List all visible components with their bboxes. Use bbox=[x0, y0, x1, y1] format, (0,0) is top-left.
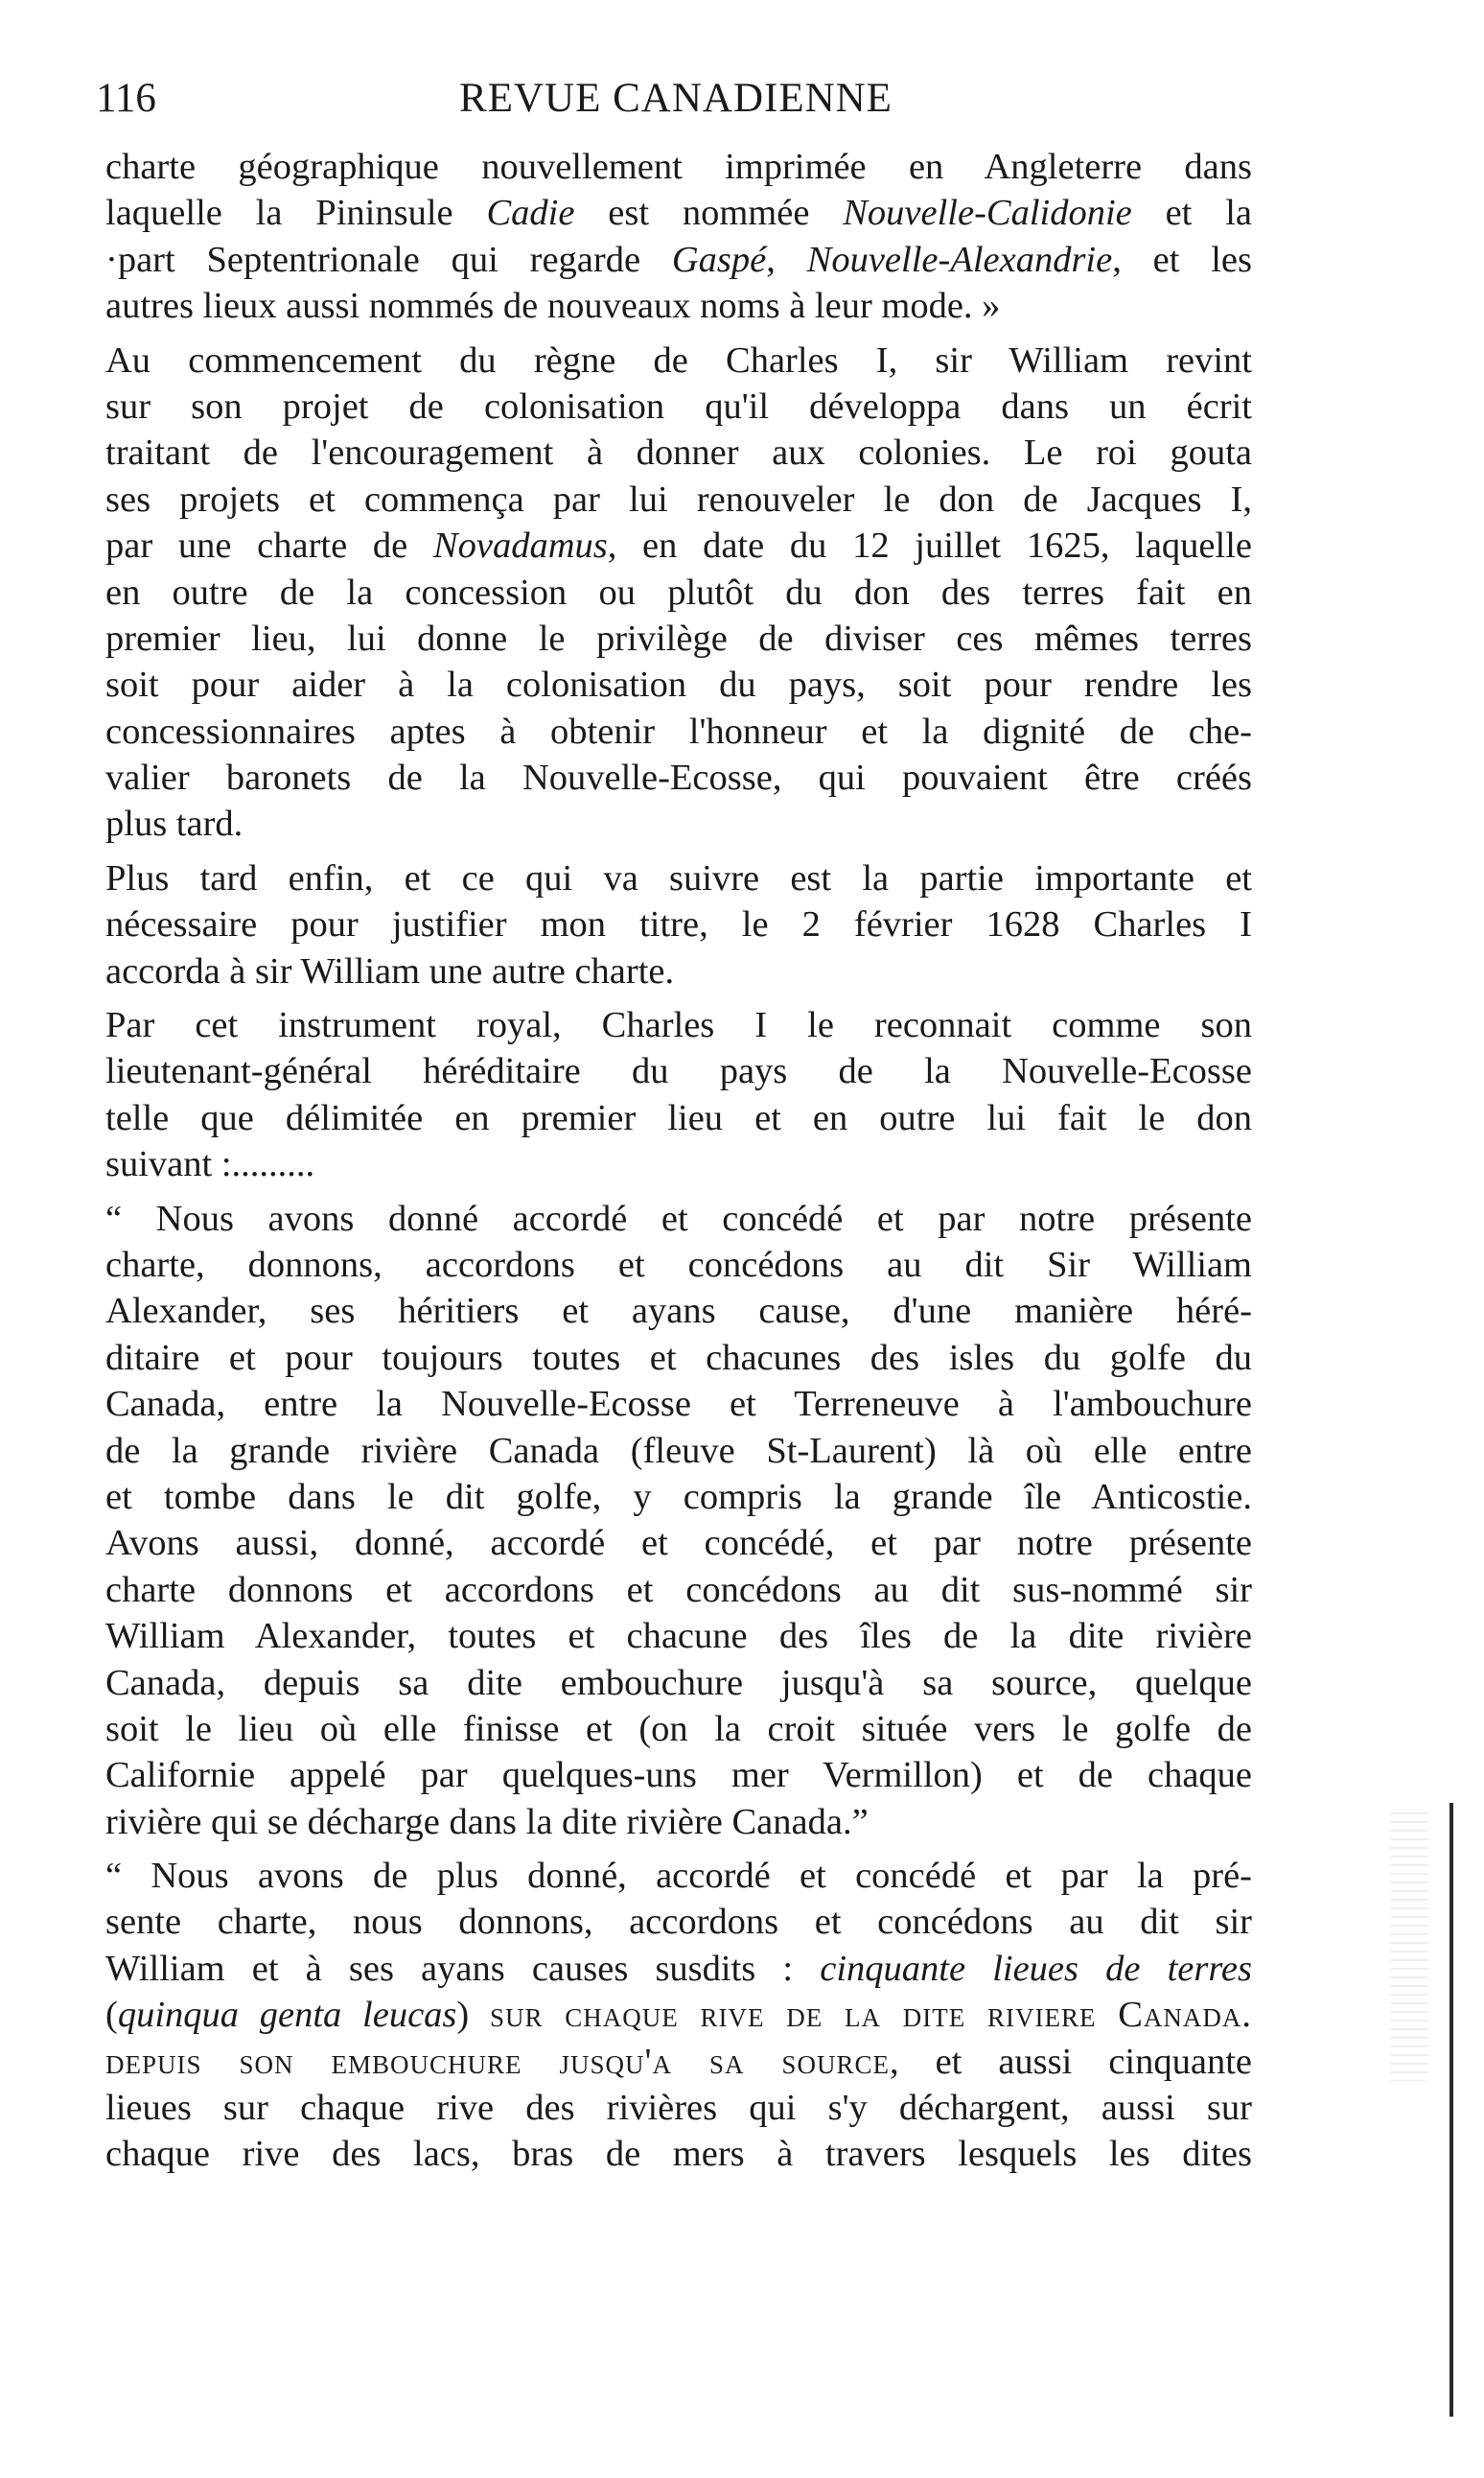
text-line: traitant de l'encouragement à donner aux colonies. Le roi gouta bbox=[105, 432, 1252, 474]
text-line: charte géographique nouvellement imprimée en Angleterre dans bbox=[105, 147, 1252, 187]
paragraph-gap bbox=[105, 848, 1252, 855]
text-line: William Alexander, toutes et chacune des îles de la dite rivière bbox=[105, 1616, 1252, 1657]
text-line: sente charte, nous donnons, accordons et concédons au dit sir bbox=[105, 1902, 1252, 1943]
text-line: Avons aussi, donné, accordé et concédé, et par notre présente bbox=[105, 1523, 1252, 1564]
running-title: REVUE CANADIENNE bbox=[459, 76, 893, 121]
text-line: Canada, depuis sa dite embouchure jusqu'à sa source, quelque bbox=[105, 1662, 1252, 1703]
text-line: telle que délimitée en premier lieu et en outre lui fait le don bbox=[105, 1097, 1252, 1138]
text-line: plus tard. bbox=[105, 804, 243, 845]
text-line: chaque rive des lacs, bras de mers à travers lesquels les dites bbox=[105, 2134, 1252, 2175]
page-header bbox=[96, 75, 1256, 129]
text-line: suivant :......... bbox=[105, 1144, 315, 1185]
text-line: ·part Septentrionale qui regarde Gaspé, Nouvelle-Alexandrie, et les bbox=[105, 239, 1252, 280]
text-line: Au commencement du règne de Charles I, sir William revint bbox=[105, 339, 1252, 381]
text-line: (quinqua genta leucas) sur chaque rive de la dite riviere Canada. bbox=[105, 1995, 1252, 2036]
text-line: Par cet instrument royal, Charles I le reconnait comme son bbox=[105, 1005, 1252, 1046]
scan-artifact bbox=[1390, 1812, 1428, 2081]
italic-term: Cadie bbox=[486, 193, 575, 234]
paragraph-gap bbox=[105, 1845, 1252, 1853]
text-line: Californie appelé par quelques-uns mer Vermillon) et de chaque bbox=[105, 1755, 1252, 1796]
body-text bbox=[105, 144, 1252, 2178]
text-line: Plus tard enfin, et ce qui va suivre est la partie importante et bbox=[105, 857, 1252, 899]
text-line: depuis son embouchure jusqu'a sa source, et aussi cinquante bbox=[105, 2041, 1252, 2082]
text-line: ses projets et commença par lui renouveler le don de Jacques I, bbox=[105, 479, 1252, 520]
small-caps-phrase: sur chaque rive de la dite riviere Canada. bbox=[490, 1995, 1252, 2036]
small-caps-phrase: depuis son embouchure jusqu'a sa source bbox=[105, 2041, 890, 2082]
italic-term: Gaspé bbox=[671, 239, 767, 280]
text-line: ditaire et pour toujours toutes et chacunes des isles du golfe du bbox=[105, 1337, 1252, 1378]
text-line: charte, donnons, accordons et concédons au dit Sir William bbox=[105, 1244, 1252, 1285]
italic-term: Novadamus bbox=[432, 526, 608, 567]
italic-term: quinqua genta leucas bbox=[117, 1995, 457, 2036]
paragraph-gap bbox=[105, 1188, 1252, 1196]
text-line: soit le lieu où elle finisse et (on la croit située vers le golfe de bbox=[105, 1708, 1252, 1749]
text-line: concessionnaires aptes à obtenir l'honneur et la dignité de che- bbox=[105, 711, 1252, 752]
paragraph-gap bbox=[105, 330, 1252, 338]
text-line: en outre de la concession ou plutôt du don des terres fait en bbox=[105, 572, 1252, 613]
text-line: par une charte de Novadamus, en date du 12 juillet 1625, laquelle bbox=[105, 526, 1252, 567]
text-line: et tombe dans le dit golfe, y compris la grande île Anticostie. bbox=[105, 1476, 1252, 1517]
text-line: William et à ses ayans causes susdits : cinquante lieues de terres bbox=[105, 1948, 1252, 1989]
page-number: 116 bbox=[96, 76, 156, 121]
text-line: Alexander, ses héritiers et ayans cause, d'une manière héré- bbox=[105, 1291, 1252, 1332]
text-line: lieues sur chaque rive des rivières qui s'y déchargent, aussi sur bbox=[105, 2088, 1252, 2129]
text-line: nécessaire pour justifier mon titre, le 2 février 1628 Charles I bbox=[105, 904, 1252, 946]
text-line: autres lieux aussi nommés de nouveaux noms à leur mode. » bbox=[105, 286, 1001, 327]
text-line: soit pour aider à la colonisation du pays, soit pour rendre les bbox=[105, 665, 1252, 706]
page-edge-shadow bbox=[1449, 1803, 1453, 2417]
text-line: lieutenant-général héréditaire du pays de la Nouvelle-Ecosse bbox=[105, 1051, 1252, 1092]
text-line: de la grande rivière Canada (fleuve St-Laurent) là où elle entre bbox=[105, 1430, 1252, 1471]
text-line: “ Nous avons donné accordé et concédé et par notre présente bbox=[105, 1198, 1252, 1239]
italic-term: Nouvelle-Alexandrie bbox=[806, 239, 1113, 280]
text-line: laquelle la Pininsule Cadie est nommée Nouvelle-Calidonie et la bbox=[105, 193, 1252, 234]
text-line: premier lieu, lui donne le privilège de diviser ces mêmes terres bbox=[105, 618, 1252, 659]
text-line: Canada, entre la Nouvelle-Ecosse et Terreneuve à l'ambouchure bbox=[105, 1384, 1252, 1425]
text-line: charte donnons et accordons et concédons au dit sus-nommé sir bbox=[105, 1569, 1252, 1610]
text-line: accorda à sir William une autre charte. bbox=[105, 950, 675, 992]
text-line: “ Nous avons de plus donné, accordé et concédé et par la pré- bbox=[105, 1856, 1252, 1897]
text-line: valier baronets de la Nouvelle-Ecosse, qui pouvaient être créés bbox=[105, 758, 1252, 799]
paragraph-gap bbox=[105, 994, 1252, 1002]
text-line: rivière qui se décharge dans la dite rivière Canada.” bbox=[105, 1801, 869, 1842]
text-line: sur son projet de colonisation qu'il développa dans un écrit bbox=[105, 386, 1252, 427]
italic-term: cinquante lieues de terres bbox=[820, 1948, 1252, 1989]
italic-term: Nouvelle-Calidonie bbox=[843, 193, 1132, 234]
